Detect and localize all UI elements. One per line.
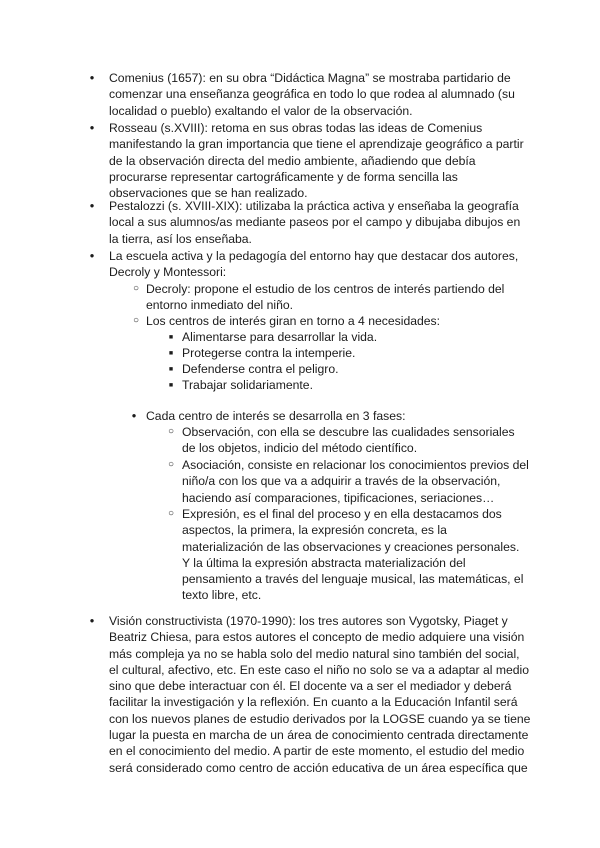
text-line: Cada centro de interés se desarrolla en 3 fases:	[146, 409, 406, 423]
bullet-disc-icon	[84, 70, 100, 86]
text-line: local a sus alumnos/as mediante paseos por el campo y dibujaba dibujos en	[109, 215, 521, 230]
bullet-disc-icon	[84, 248, 100, 264]
bullet-circle-icon	[128, 281, 144, 297]
list-item-pestalozzi	[109, 198, 529, 247]
text-line: Decroly y Montessori:	[109, 265, 227, 280]
bullet-circle-icon	[163, 457, 179, 473]
text-line: entorno inmediato del niño.	[146, 298, 294, 313]
text-line: Beatriz Chiesa, para estos autores el concepto de medio adquiere una visión	[109, 630, 525, 645]
text-line: Los centros de interés giran en torno a 4 necesidades:	[146, 314, 441, 328]
bullet-disc-icon	[84, 198, 100, 214]
text-line: La escuela activa y la pedagogía del entorno hay que destacar dos autores,	[109, 249, 519, 263]
list-item-centros	[146, 313, 522, 329]
text-line: manifestando la gran importancia que tiene el aprendizaje geográfico a partir	[109, 137, 524, 152]
text-line: Y la última la expresión abstracta materialización del	[182, 555, 466, 570]
text-line: materialización de las observaciones y creaciones personales.	[182, 539, 520, 554]
bullet-square-icon	[163, 361, 179, 378]
list-item-f2	[182, 457, 529, 506]
list-item-f3	[182, 506, 522, 604]
text-line: más compleja ya no se habla solo del medio natural sino también del social,	[109, 646, 520, 661]
text-line: Rosseau (s.XVIII): retoma en sus obras todas las ideas de Comenius	[109, 121, 483, 135]
text-line: Comenius (1657): en su obra “Didáctica Magna” se mostraba partidario de	[109, 71, 511, 85]
text-line: Trabajar solidariamente.	[182, 378, 313, 392]
list-item-rosseau	[109, 120, 529, 201]
text-line: haciendo así comparaciones, tipificaciones, seriaciones…	[182, 490, 495, 505]
text-line: sino que debe interactuar con él. El docente va a ser el mediador y deberá	[109, 679, 512, 694]
text-line: Alimentarse para desarrollar la vida.	[182, 330, 378, 344]
bullet-square-icon	[163, 329, 179, 346]
text-line: con los nuevos planes de estudio derivados por la LOGSE cuando ya se tiene	[109, 711, 531, 726]
bullet-disc-icon	[84, 120, 100, 136]
text-line: Observación, con ella se descubre las cualidades sensoriales	[182, 425, 515, 439]
text-line: será considerado como centro de acción educativa de un área específica que	[109, 760, 528, 775]
text-line: de la observación directa del medio ambiente, añadiendo que debía	[109, 153, 476, 168]
text-line: de los objetos, indicio del método científico.	[182, 441, 418, 456]
list-item-n1	[182, 329, 522, 345]
text-line: el cultural, afectivo, etc. En este caso el niño no solo se va a adaptar al medio	[109, 662, 530, 677]
bullet-circle-icon	[163, 424, 179, 440]
text-line: observaciones que se han realizado.	[109, 186, 308, 201]
bullet-circle-icon	[128, 313, 144, 329]
text-line: procurarse representar cartográficamente y de forma sencilla las	[109, 169, 458, 184]
text-line: texto libre, etc.	[182, 588, 262, 603]
text-line: en el conocimiento del medio. A partir de este momento, el estudio del medio	[109, 744, 525, 759]
text-line: Visión constructivista (1970-1990): los tres autores son Vygotsky, Piaget y	[109, 614, 508, 628]
list-item-escuela	[109, 248, 529, 281]
bullet-disc-icon	[126, 408, 142, 424]
text-line: pensamiento a través del lenguaje musical, las matemáticas, el	[182, 572, 524, 587]
text-line: facilitar la investigación y la reflexión. En cuanto a la Educación Infantil será	[109, 695, 518, 710]
text-line: Defenderse contra el peligro.	[182, 362, 339, 376]
text-line: aspectos, la primera, la expresión concreta, es la	[182, 523, 447, 538]
text-line: Asociación, consiste en relacionar los conocimientos previos del	[182, 458, 529, 472]
text-line: Decroly: propone el estudio de los centros de interés partiendo del	[146, 282, 505, 296]
text-line: niño/a con los que va a adquirir a través de la observación,	[182, 474, 501, 489]
text-line: lugar la puesta en marcha de un área de conocimiento centrada directamente	[109, 728, 529, 743]
list-item-comenius	[109, 70, 529, 119]
list-item-n4	[182, 377, 522, 393]
bullet-square-icon	[163, 345, 179, 362]
list-item-fases	[146, 408, 522, 424]
bullet-disc-icon	[84, 613, 100, 629]
text-line: comenzar una enseñanza geográfica en todo lo que rodea al alumnado (su	[109, 87, 515, 102]
list-item-n2	[182, 345, 522, 361]
text-line: la tierra, así los enseñaba.	[109, 231, 252, 246]
text-line: Expresión, es el final del proceso y en ella destacamos dos	[182, 507, 502, 521]
list-item-vision	[109, 613, 529, 776]
text-line: localidad o pueblo) exaltando el valor de la observación.	[109, 103, 413, 118]
text-line: Pestalozzi (s. XVIII-XIX): utilizaba la práctica activa y enseñaba la geografía	[109, 199, 519, 213]
list-item-f1	[182, 424, 522, 457]
list-item-decroly	[146, 281, 522, 314]
text-line: Protegerse contra la intemperie.	[182, 346, 356, 360]
bullet-square-icon	[163, 377, 179, 394]
bullet-circle-icon	[163, 506, 179, 522]
list-item-n3	[182, 361, 522, 377]
